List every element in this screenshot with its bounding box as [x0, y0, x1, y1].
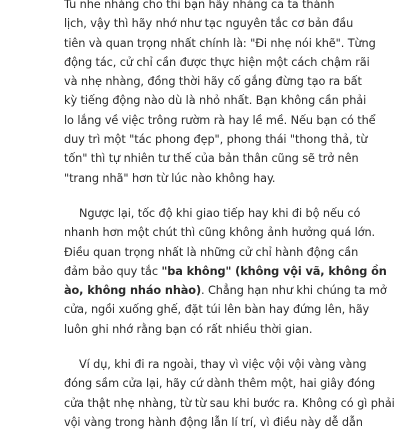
text-segment: cửa, ngồi xuống ghế, đặt túi lên bàn hay đứng lên, hãy	[64, 303, 370, 317]
text-line	[64, 262, 387, 281]
text-segment: "trang nhã" hơn từ lúc nào không hay.	[64, 171, 276, 185]
text-line	[64, 394, 395, 413]
text-segment: luôn ghi nhớ rằng bạn có rất nhiều thời gian.	[64, 322, 313, 336]
text-line	[64, 223, 376, 242]
paragraph	[64, 0, 376, 188]
text-segment: Điều quan trọng nhất là những cử chỉ hành động cần	[64, 245, 359, 259]
bold-text-segment: "ba không" (không vội vã, không ồn	[161, 264, 387, 278]
text-segment: và nhẹ nhàng, đồng thời hãy cố gắng đừng tạo ra bất	[64, 75, 362, 89]
text-line	[64, 281, 387, 300]
bold-text-segment: ào, không nháo nhào)	[64, 284, 202, 298]
text-line	[64, 374, 376, 393]
text-segment: . Chẳng hạn như khi chúng ta mở	[201, 284, 387, 298]
text-line	[64, 355, 367, 374]
text-line	[64, 204, 361, 223]
text-line	[64, 300, 370, 319]
page-body-text	[64, 0, 395, 432]
text-segment: kỳ tiếng động nào dù là nhỏ nhất. Bạn không cần phải	[64, 94, 367, 108]
text-line	[64, 53, 370, 72]
text-segment: động tác, cử chỉ cần được thực hiện một cách chậm rãi	[64, 55, 370, 69]
text-segment: tốn" thì tự nhiên tư thế của bản thân cũng sẽ trở nên	[64, 152, 359, 166]
paragraph	[64, 355, 395, 432]
text-line	[64, 111, 376, 130]
text-line	[64, 34, 376, 53]
text-line	[64, 149, 359, 168]
text-segment: đóng sầm cửa lại, hãy cứ dành thêm một, hai giây đóng	[64, 377, 376, 391]
text-segment: Tu nhe nhàng cho thi bạn hãy nhàng ca ta thánh	[64, 0, 335, 11]
text-line	[64, 243, 359, 262]
text-segment: Ngược lại, tốc độ khi giao tiếp hay khi đi bộ nếu có	[79, 206, 361, 220]
text-segment: đảm bảo quy tắc	[64, 264, 162, 278]
text-segment: Ví dụ, khi đi ra ngoài, thay vì việc vội vội vàng vàng	[79, 358, 367, 372]
text-line	[64, 169, 340, 188]
text-segment: tiên và quan trọng nhất chính là: "Đi nhẹ nói khẽ". Từng	[64, 36, 376, 50]
text-segment: nhanh hơn một chút thì cũng không ảnh hưởng quá lớn.	[64, 226, 376, 240]
text-line	[64, 320, 340, 339]
text-segment: vội vàng trong hành động lẫn lí trí, vì điều này dễ dẫn	[64, 415, 363, 429]
text-segment: lo lắng về việc trông rườm rà hay lề mề. Nếu bạn có thể	[64, 113, 376, 127]
text-line	[64, 130, 368, 149]
text-segment: duy trì một "tác phong đẹp", phong thái "thong thả, từ	[64, 133, 368, 147]
text-line	[64, 72, 362, 91]
text-line	[64, 413, 363, 432]
paragraph	[64, 204, 387, 339]
text-line	[64, 14, 354, 33]
text-segment: lịch, vậy thì hãy nhớ như tạc nguyên tắc cơ bản đầu	[64, 17, 354, 31]
text-segment: cửa thật nhẹ nhàng, từ từ sau khi bước ra. Không có gì phải	[64, 396, 395, 410]
text-line	[64, 91, 367, 110]
text-line	[64, 0, 340, 14]
